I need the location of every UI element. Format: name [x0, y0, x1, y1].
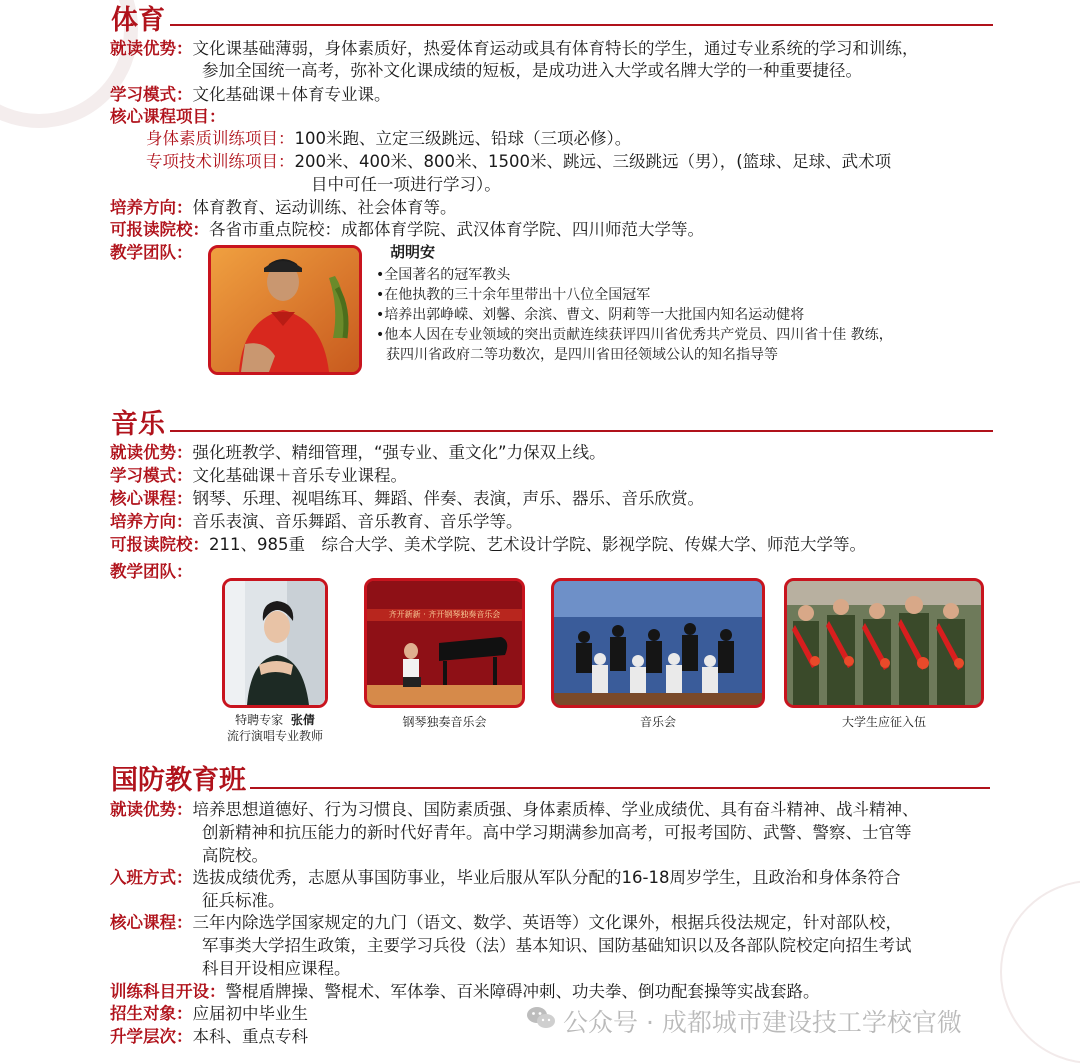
caption-teacher [222, 712, 328, 728]
coach-name: 胡明安 [390, 243, 436, 261]
sports-team-label: 教学团队： [110, 243, 193, 262]
sports-fitness-text: 100米跑、立定三级跳远、铅球（三项必修）。 [294, 129, 632, 148]
sports-direction-label: 培养方向： [110, 198, 193, 217]
sports-schools-text: 各省市重点院校：成都体育学院、武汉体育学院、四川师范大学等。 [209, 220, 704, 239]
piano-banner-text: 齐开新新 · 齐开钢琴独奏音乐会 [388, 610, 501, 619]
coach-photo-illustration [211, 248, 359, 372]
music-team [110, 561, 193, 583]
sports-skill-text-2: 目中可任一项进行学习）。 [311, 175, 501, 194]
sports-skill-label: 专项技术训练项目： [146, 152, 295, 171]
defense-core [110, 912, 902, 934]
music-advantage-label: 就读优势： [110, 443, 193, 462]
defense-advantage-text-3: 高院校。 [202, 846, 268, 865]
watermark-text: 公众号 · 成都城市建设技工学校官微 [563, 1008, 962, 1037]
defense-core-text-3: 科目开设相应课程。 [202, 959, 351, 978]
defense-core-label: 核心课程： [110, 913, 193, 932]
defense-core-text-1: 三年内除选学国家规定的九门（语文、数学、英语等）文化课外，根据兵役法规定，针对部队校， [192, 913, 902, 932]
music-team-label: 教学团队： [110, 562, 193, 581]
coach-bullet-4-cont: 获四川省政府二等功数次，是四川省田径领域公认的知名指导等 [386, 347, 778, 363]
teacher-photo-illustration [225, 581, 325, 705]
sports-mode-label: 学习模式： [110, 85, 193, 104]
sports-schools [110, 219, 704, 241]
coach-bullet-3: •培养出郭峥嵘、刘馨、余滨、曹文、阴莉等一大批国内知名运动健将 [376, 307, 805, 323]
music-core [110, 488, 704, 510]
caption-concert: 音乐会 [639, 715, 676, 729]
defense-level-text: 本科、重点专科 [192, 1027, 308, 1046]
caption-enlistment: 大学生应征入伍 [841, 715, 926, 729]
defense-training [110, 981, 820, 1003]
music-title-rule [170, 430, 993, 432]
sports-skill [146, 151, 891, 173]
sports-team [110, 242, 193, 264]
music-core-text: 钢琴、乐理、视唱练耳、舞蹈、伴奏、表演，声乐、器乐、音乐欣赏。 [192, 489, 704, 508]
sports-advantage-text-2: 参加全国统一高考，弥补文化课成绩的短板，是成功进入大学或名牌大学的一种重要捷径。 [202, 61, 862, 80]
music-photo-enlistment [784, 578, 984, 708]
music-mode-text: 文化基础课＋音乐专业课程。 [192, 466, 407, 485]
caption-teacher-name: 张倩 [290, 713, 315, 727]
music-direction-text: 音乐表演、音乐舞蹈、音乐教育、音乐学等。 [192, 512, 523, 531]
defense-enroll-text-2: 征兵标准。 [202, 891, 285, 910]
music-advantage [110, 442, 606, 464]
caption-teacher-desc: 流行演唱专业教师 [226, 729, 323, 743]
coach-bullet-2: •在他执教的三十余年里带出十八位全国冠军 [376, 287, 651, 303]
sports-advantage [110, 38, 919, 60]
defense-target-text: 应届初中毕业生 [192, 1004, 308, 1023]
defense-advantage [110, 799, 919, 821]
defense-target [110, 1003, 308, 1025]
concert-photo-illustration [554, 581, 762, 705]
caption-teacher-role: 特聘专家 [235, 713, 284, 727]
enlistment-photo-illustration [787, 581, 981, 705]
sports-fitness [146, 128, 631, 150]
sports-title: 体育 [111, 5, 165, 36]
music-photo-teacher [222, 578, 328, 708]
caption-piano: 钢琴独奏音乐会 [402, 715, 487, 729]
music-direction-label: 培养方向： [110, 512, 193, 531]
decorative-watermark-emblem [1000, 880, 1080, 1064]
coach-bullet-1: •全国著名的冠军教头 [376, 267, 511, 283]
sports-mode-text: 文化基础课＋体育专业课。 [192, 85, 391, 104]
defense-enroll-text-1: 选拔成绩优秀，志愿从事国防事业，毕业后服从军队分配的16-18周岁学生，且政治和身体条符合 [192, 868, 901, 887]
sports-advantage-text-1: 文化课基础薄弱，身体素质好，热爱体育运动或具有体育特长的学生，通过专业系统的学习和训练， [192, 39, 919, 58]
music-photo-piano [364, 578, 525, 708]
defense-advantage-text-2: 创新精神和抗压能力的新时代好青年。高中学习期满参加高考，可报考国防、武警、警察、士官等 [202, 823, 912, 842]
defense-core-text-2: 军事类大学招生政策，主要学习兵役（法）基本知识、国防基础知识以及各部队院校定向招生考试 [202, 936, 912, 955]
sports-direction [110, 197, 457, 219]
coach-photo [208, 245, 362, 375]
music-advantage-text: 强化班教学、精细管理，“强专业、重文化”力保双上线。 [192, 443, 606, 462]
defense-target-label: 招生对象： [110, 1004, 193, 1023]
music-schools-text: 211、985重 综合大学、美术学院、艺术设计学院、影视学院、传媒大学、师范大学等。 [209, 535, 866, 554]
defense-training-label: 训练科目开设： [110, 982, 226, 1001]
music-schools-label: 可报读院校： [110, 535, 209, 554]
defense-enroll [110, 867, 900, 889]
music-title: 音乐 [111, 409, 165, 440]
defense-title: 国防教育班 [111, 765, 246, 796]
defense-level [110, 1026, 308, 1048]
sports-advantage-label: 就读优势： [110, 39, 193, 58]
sports-direction-text: 体育教育、运动训练、社会体育等。 [192, 198, 457, 217]
music-core-label: 核心课程： [110, 489, 193, 508]
sports-title-rule [170, 24, 993, 26]
music-direction [110, 511, 523, 533]
defense-advantage-label: 就读优势： [110, 800, 193, 819]
coach-bullet-4: •他本人因在专业领域的突出贡献连续获评四川省优秀共产党员、四川省十佳 教练， [376, 327, 893, 343]
defense-advantage-text-1: 培养思想道德好、行为习惯良、国防素质强、身体素质棒、学业成绩优、具有奋斗精神、战斗精神、 [192, 800, 919, 819]
music-photo-concert [551, 578, 765, 708]
sports-core-label: 核心课程项目： [110, 107, 226, 126]
piano-photo-illustration [367, 581, 522, 705]
music-schools [110, 534, 866, 556]
sports-skill-text-1: 200米、400米、800米、1500米、跳远、三级跳远（男），(篮球、足球、武术项 [294, 152, 892, 171]
music-mode-label: 学习模式： [110, 466, 193, 485]
music-mode [110, 465, 407, 487]
defense-level-label: 升学层次： [110, 1027, 193, 1046]
wechat-icon [526, 1005, 556, 1031]
sports-schools-label: 可报读院校： [110, 220, 209, 239]
defense-training-text: 警棍盾牌操、警棍术、军体拳、百米障碍冲刺、功夫拳、倒功配套操等实战套路。 [225, 982, 820, 1001]
sports-mode [110, 84, 391, 106]
sports-fitness-label: 身体素质训练项目： [146, 129, 295, 148]
defense-enroll-label: 入班方式： [110, 868, 193, 887]
defense-title-rule [250, 787, 990, 789]
